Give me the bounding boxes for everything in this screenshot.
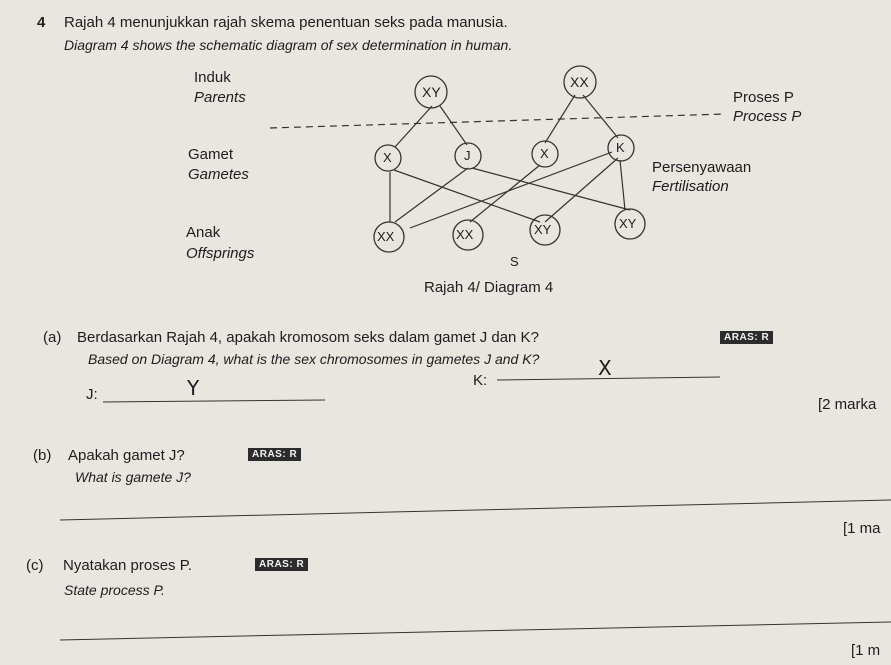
gamete-3-label: X <box>540 146 549 161</box>
fertilisation-line <box>394 170 540 222</box>
parent-2-genotype: XX <box>570 74 589 90</box>
part-c-question-en: State process P. <box>64 582 165 598</box>
offspring-3-genotype: XY <box>534 222 552 237</box>
part-a-marks: [2 marka <box>818 396 877 413</box>
meiosis-line <box>395 106 432 147</box>
fertilisation-label-en: Fertilisation <box>652 178 729 195</box>
offspring-s-label: S <box>510 254 519 269</box>
part-a-question-en: Based on Diagram 4, what is the sex chromosomes in gametes J and K? <box>88 351 540 367</box>
gamete-2-label: J <box>464 148 471 163</box>
part-a-level-badge: ARAS: R <box>720 331 773 344</box>
parents-label-ms: Induk <box>194 69 231 86</box>
gamete-1-label: X <box>383 150 392 165</box>
part-a-k-answer[interactable]: X <box>598 356 612 380</box>
answer-line-j <box>103 400 325 402</box>
part-c-question-ms: Nyatakan proses P. <box>63 557 192 574</box>
part-a-k-label: K: <box>473 372 488 389</box>
part-c-level-badge: ARAS: R <box>255 558 308 571</box>
part-a-question-ms: Berdasarkan Rajah 4, apakah kromosom seks dalam gamet J dan K? <box>77 329 539 346</box>
fertilisation-line <box>470 165 540 222</box>
answer-line-b <box>60 500 891 520</box>
process-p-label-en: Process P <box>733 108 802 125</box>
meiosis-line <box>440 106 467 145</box>
gametes-label-en: Gametes <box>188 166 249 183</box>
part-c-marks: [1 m <box>851 642 881 659</box>
parents-label-en: Parents <box>194 89 246 106</box>
offspring-1-genotype: XX <box>377 229 395 244</box>
part-a-j-label: J: <box>86 386 98 403</box>
part-b-marks: [1 ma <box>843 520 881 537</box>
fertilisation-line <box>472 168 630 210</box>
part-b-label: (b) <box>33 447 52 464</box>
gamete-4-label: K <box>616 140 625 155</box>
meiosis-line <box>583 95 618 138</box>
part-c-label: (c) <box>26 557 44 574</box>
offspring-2-genotype: XX <box>456 227 474 242</box>
fertilisation-line <box>620 160 625 210</box>
part-a-j-answer[interactable]: Y <box>187 376 200 400</box>
question-title-en: Diagram 4 shows the schematic diagram of sex determination in human. <box>64 37 513 53</box>
part-b-question-ms: Apakah gamet J? <box>68 447 185 464</box>
process-p-label-ms: Proses P <box>733 89 794 106</box>
process-p-dashed-line <box>270 114 725 128</box>
question-number: 4 <box>37 14 46 31</box>
offspring-4-genotype: XY <box>619 216 637 231</box>
answer-line-c <box>60 622 891 640</box>
parent-1-genotype: XY <box>422 84 441 100</box>
part-a-label: (a) <box>43 329 62 346</box>
offspring-label-ms: Anak <box>186 224 221 241</box>
part-b-level-badge: ARAS: R <box>248 448 301 461</box>
fertilisation-line <box>395 168 468 222</box>
fertilisation-label-ms: Persenyawaan <box>652 159 752 176</box>
gametes-label-ms: Gamet <box>188 146 234 163</box>
offspring-label-en: Offsprings <box>186 245 255 262</box>
question-title-ms: Rajah 4 menunjukkan rajah skema penentuan seks pada manusia. <box>64 14 508 31</box>
part-b-question-en: What is gamete J? <box>75 469 191 485</box>
diagram-caption: Rajah 4/ Diagram 4 <box>424 279 554 296</box>
